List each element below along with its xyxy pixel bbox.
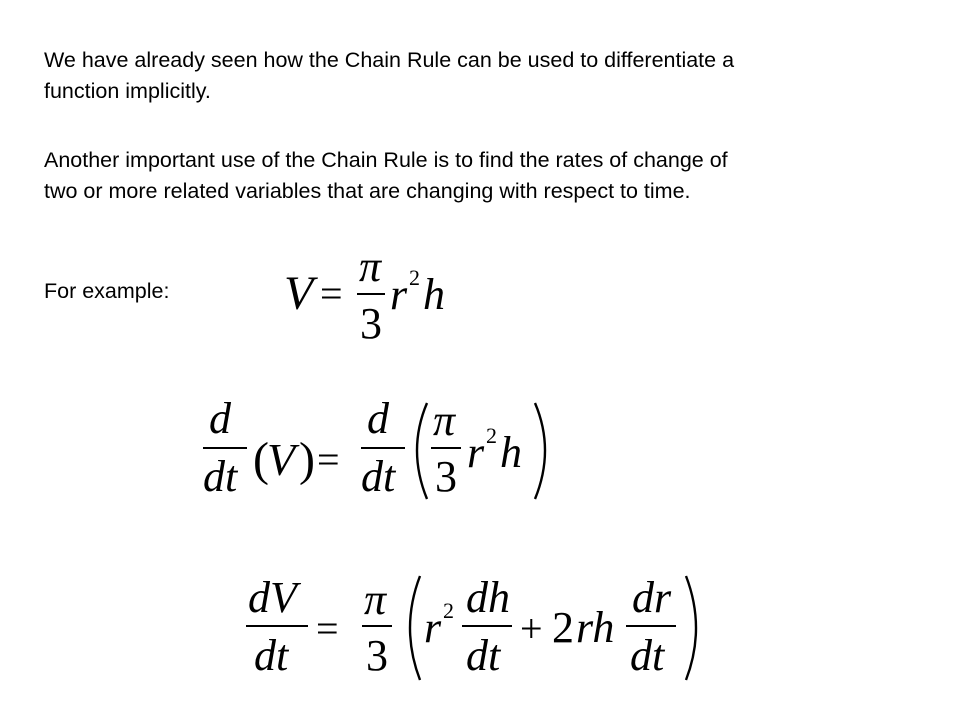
equation-differentiate-both-sides <box>195 395 565 510</box>
intro-paragraph <box>44 45 924 107</box>
eq2-exponent: 2 <box>486 423 497 448</box>
eq1-lhs: V <box>284 267 314 320</box>
eq3-r: r <box>424 603 442 652</box>
related-rates-line-1: Another important use of the Chain Rule is to find the rates of change of <box>44 148 728 172</box>
eq1-exponent: 2 <box>409 265 420 290</box>
eq2-equals: = <box>317 437 340 482</box>
eq1-pi: π <box>359 245 382 291</box>
related-rates-paragraph <box>44 145 924 207</box>
eq1-three: 3 <box>360 299 382 345</box>
eq1-h: h <box>423 270 445 319</box>
eq1-r: r <box>390 270 408 319</box>
eq3-dV: dV <box>248 573 297 622</box>
eq2-big-open-paren <box>417 403 427 499</box>
related-rates-line-2: two or more related variables that are changing with respect to time. <box>44 179 691 203</box>
eq3-equals: = <box>316 606 339 651</box>
eq3-pi: π <box>364 575 387 624</box>
equation-volume-cone <box>270 245 470 345</box>
equation-related-rates-result <box>240 570 710 685</box>
eq2-pi: π <box>433 396 456 445</box>
eq2-dt-denominator: dt <box>203 452 238 501</box>
eq3-exponent: 2 <box>443 598 454 623</box>
eq2-dt-denominator-2: dt <box>361 452 396 501</box>
eq2-three: 3 <box>435 452 457 501</box>
eq2-big-close-paren <box>535 403 545 499</box>
eq3-dr: dr <box>632 573 672 622</box>
eq2-h: h <box>500 428 522 477</box>
eq3-dt: dt <box>254 631 289 680</box>
eq1-equals: = <box>320 271 343 316</box>
eq2-open-paren: ( <box>253 433 269 486</box>
eq3-big-open-paren <box>410 576 420 680</box>
eq2-r: r <box>467 428 485 477</box>
eq2-V: V <box>267 434 296 485</box>
eq3-three: 3 <box>366 631 388 680</box>
eq2-close-paren: ) <box>299 433 315 486</box>
example-label: For example: <box>44 279 170 303</box>
eq2-d-numerator-2: d <box>367 395 389 443</box>
eq3-rh: rh <box>576 603 615 652</box>
eq3-plus: + <box>520 606 543 651</box>
intro-line-1: We have already seen how the Chain Rule can be used to differentiate a <box>44 48 735 72</box>
intro-line-2: function implicitly. <box>44 79 211 103</box>
eq3-two: 2 <box>552 603 574 652</box>
eq3-dh: dh <box>466 573 510 622</box>
eq3-big-close-paren <box>686 576 696 680</box>
eq3-dt-2: dt <box>466 631 501 680</box>
eq3-dt-3: dt <box>630 631 665 680</box>
eq2-d-numerator: d <box>209 395 231 443</box>
